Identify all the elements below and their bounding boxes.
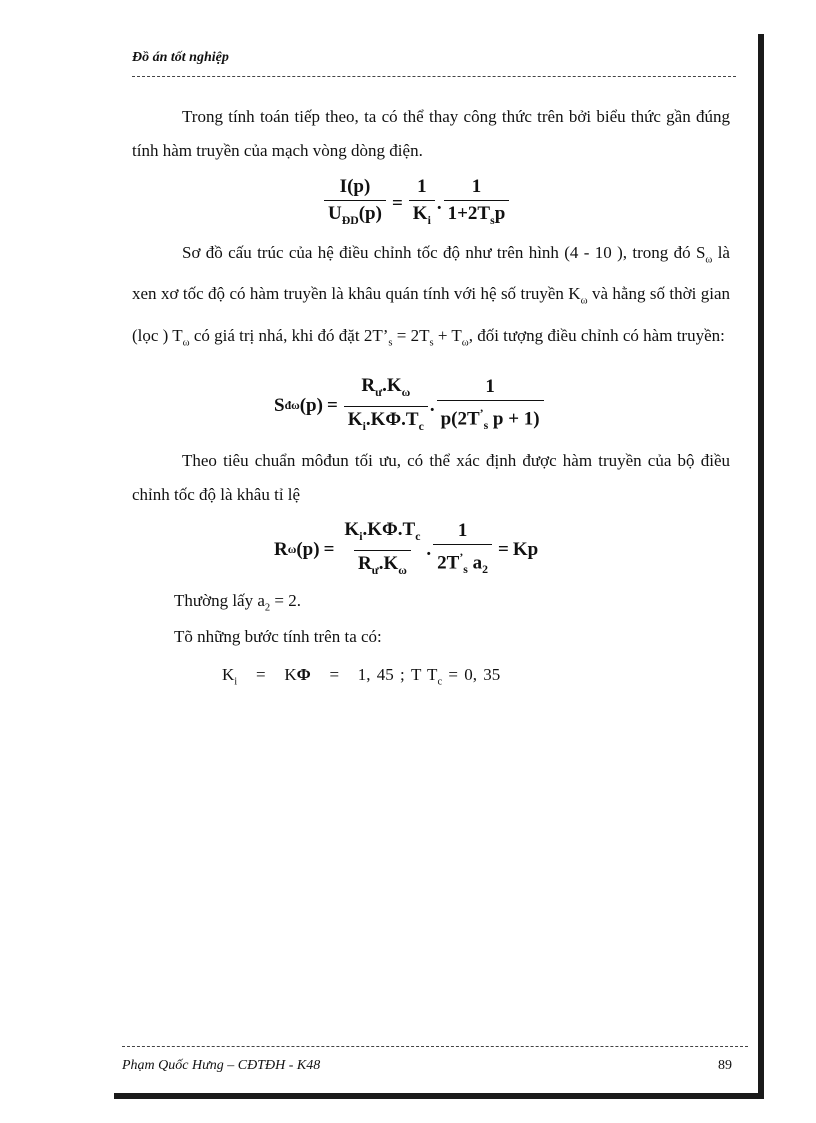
fraction-right: $\frac{1}{1+2T_sp}$ [444,176,510,232]
equation-current-loop: $\frac{I(p)}{U_{ĐD}(p)}$ = $\frac{1}{K_i}$ . $\frac{1}{1+2T_sp}$ [322,176,511,232]
paragraph-2: Sơ đồ cấu trúc của hệ điều chỉnh tốc độ như trên hình (4 - 10 ), trong đó $S_\omega$ là xen xơ tốc độ có hàm truyền là khâu quán tính với hệ số truyền $K_\omega$ và hằng số thời gian (lọc ) $T_\omega$ có giá trị nhá, khi đó đặt $2T’_s = 2T_s + T_\omega$, đối tượng điều chỉnh có hàm truyền: [132,243,730,349]
line-a2: Thường lấy $a_2 = 2$. [174,591,302,614]
header-divider [132,76,736,77]
fraction-middle: $\frac{1}{K_i}$ [409,176,435,232]
fraction-plant-gain: $\frac{R_ư.K_\omega}{K_i.K\Phi.T_c}$ [344,375,428,438]
line-summary: Tõ những bước tính trên ta có: [174,627,382,646]
fraction-plant-dynamics: $\frac{1}{p(2T^’_s p + 1)}$ [437,376,544,437]
paragraph-1: Trong tính toán tiếp theo, ta có thể thay công thức trên bởi biểu thức gần đúng tính hàm truyền của mạch vòng dòng điện. [132,107,730,160]
page-shadow-bottom [114,1093,764,1099]
fraction-controller-dynamics: $\frac{1}{2T^’_s a_2}$ [433,520,492,581]
fraction-controller-gain: $\frac{K_i.K\Phi.T_c}{R_ư.K_\omega}$ [340,519,424,582]
fraction-left: $\frac{I(p)}{U_{ĐD}(p)}$ [324,176,386,232]
line-constants: $K_i$ = KΦ = 1, 45 ; T $T_c = 0$, 35 [222,665,501,688]
page-shadow-right [758,34,764,1099]
footer-divider [122,1046,748,1047]
equation-plant-transfer: S đω (p) = $\frac{R_ư.K_\omega}{K_i.K\Phi.T_c}$ . $\frac{1}{p(2T^’_s p + 1)}$ [274,375,546,438]
paragraph-3: Theo tiêu chuẩn môđun tối ưu, có thể xác định được hàm truyền của bộ điều chỉnh tốc độ là khâu tỉ lệ [132,451,730,504]
equation-speed-controller: R ω (p) = $\frac{K_i.K\Phi.T_c}{R_ư.K_\omega}$ . $\frac{1}{2T^’_s a_2}$ = Kp [274,519,538,582]
footer-author: Phạm Quốc Hưng – CĐTĐH - K48 [122,1058,321,1073]
header-title: Đồ án tốt nghiệp [132,50,229,65]
page-number: 89 [718,1058,732,1073]
